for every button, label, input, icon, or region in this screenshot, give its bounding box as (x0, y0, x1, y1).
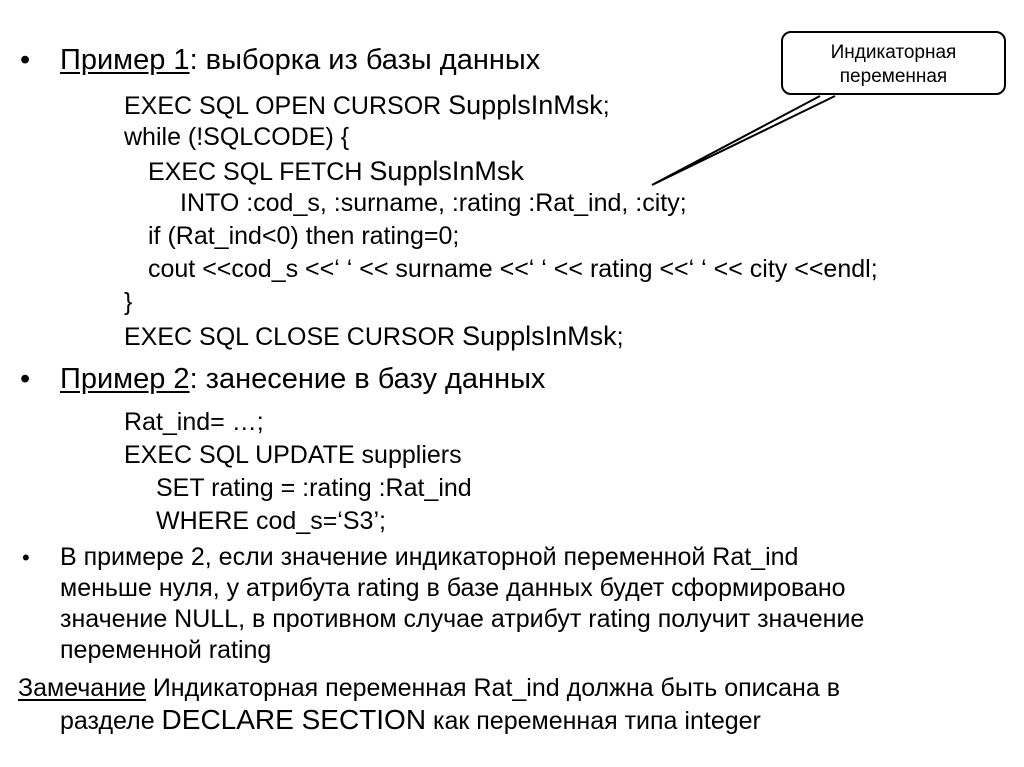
code-line-8: EXEC SQL CLOSE CURSOR SupplsInMsk; (124, 321, 624, 351)
callout-line-2: переменная (839, 66, 948, 87)
code-line-4: INTO :cod_s, :surname, :rating :Rat_ind, :city; (180, 189, 687, 217)
bullet-example-1: • (20, 44, 31, 76)
example-2-label: Пример 2 (60, 363, 190, 395)
example-1-title: : выборка из базы данных (189, 44, 541, 76)
note-line-1: В примере 2, если значение индикаторной переменной Rat_ind (60, 543, 799, 571)
update-line-3: SET rating = :rating :Rat_ind (156, 474, 472, 502)
code-line-7: } (124, 288, 133, 316)
bullet-note: • (22, 545, 30, 570)
example-1-label: Пример 1 (60, 44, 190, 76)
update-line-1: Rat_ind= …; (124, 408, 264, 436)
update-line-4: WHERE cod_s=‘S3’; (156, 507, 386, 535)
remark-line-1: Замечание Индикаторная переменная Rat_ind должна быть описана в (18, 674, 840, 702)
code-line-1: EXEC SQL OPEN CURSOR SupplsInMsk; (124, 90, 610, 120)
code-line-2: while (!SQLCODE) { (124, 123, 350, 151)
remark-line-2: разделе DECLARE SECTION как переменная типа integer (60, 704, 761, 735)
bullet-example-2: • (20, 363, 31, 395)
example-2-heading (60, 363, 545, 396)
note-line-4: переменной rating (60, 636, 272, 664)
callout-line-1: Индикаторная (830, 42, 957, 63)
note-line-2: меньше нуля, у атрибута rating в базе данных будет сформировано (60, 574, 846, 602)
example-2-title: : занесение в базу данных (189, 363, 546, 395)
code-line-5: if (Rat_ind<0) then rating=0; (148, 222, 460, 250)
note-line-3: значение NULL, в противном случае атрибут rating получит значение (60, 605, 865, 633)
remark-label: Замечание (18, 674, 146, 702)
example-1-heading (60, 44, 540, 77)
update-line-2: EXEC SQL UPDATE suppliers (124, 441, 462, 469)
code-line-3: EXEC SQL FETCH SupplsInMsk (148, 156, 524, 186)
code-line-6: cout <<cod_s <<‘ ‘ << surname <<‘ ‘ << rating <<‘ ‘ << city <<endl; (148, 255, 878, 283)
